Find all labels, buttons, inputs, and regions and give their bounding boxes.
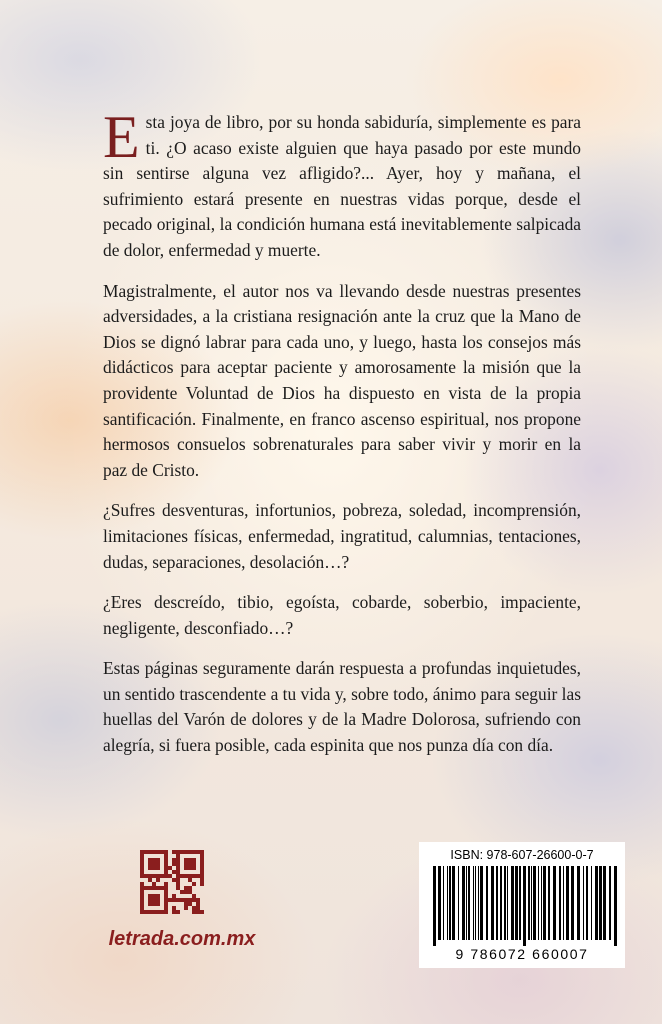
isbn-label: ISBN: 978-607-26600-0-7 [450, 848, 594, 862]
paragraph-2: Magistralmente, el autor nos va llevando desde nuestras presentes adversidades, a la cristiana resignación ante la cruz que la Mano de Dios se dignó labrar para cada uno, y luego, hasta los consejos más didácticos para aceptar paciente y amorosamente la misión que la providente Voluntad de Dios ha dispuesto en vista de la propia santificación. Finalmente, en franco ascenso espiritual, nos propone hermosos consuelos sobrenaturales para saber vivir y morir en la paz de Cristo. [103, 280, 581, 480]
barcode-bar [531, 866, 532, 940]
barcode-bar [447, 866, 448, 940]
barcode-bar [559, 866, 561, 940]
barcode-bar [583, 866, 584, 940]
barcode-bar [486, 866, 488, 940]
paragraph-5: Estas páginas seguramente darán respuesta a profundas inquietudes, un sentido trascendente a tu vida y, sobre todo, ánimo para seguir las huellas del Varón de dolores y de la Madre Dolorosa, sufriendo con alegría, si fuera posible, cada espinita que nos punza día con día. [103, 658, 581, 756]
barcode-bar [541, 866, 542, 940]
barcode-bar [480, 866, 483, 940]
barcode-bar [443, 866, 444, 940]
barcode-bar [449, 866, 451, 940]
barcode-bar [475, 866, 476, 940]
barcode-bar [548, 866, 550, 940]
barcode-bar [473, 866, 474, 940]
barcode-number: 9 786072 660007 [455, 946, 589, 962]
barcode-bar [500, 866, 502, 940]
barcode-bar [458, 866, 459, 940]
barcode-bar [538, 866, 539, 940]
barcode-bar [519, 866, 521, 940]
barcode-bar [614, 866, 617, 946]
barcode-bar [507, 866, 508, 940]
barcode-bar [528, 866, 530, 940]
barcode-bars [429, 866, 619, 946]
barcode-bar [586, 866, 588, 940]
paragraph-1 [103, 104, 581, 264]
barcode-bar [543, 866, 546, 940]
barcode-bar [577, 866, 580, 940]
barcode-bar [462, 866, 465, 940]
barcode-bar [609, 866, 611, 940]
drop-cap: E [103, 104, 140, 170]
barcode-bar [523, 866, 526, 946]
barcode-bar [496, 866, 498, 940]
barcode-bar [491, 866, 494, 940]
barcode-bar [466, 866, 467, 940]
barcode-bar [478, 866, 479, 940]
barcode-bar [504, 866, 506, 940]
paragraph-1-rest: es para ti. ¿O acaso existe alguien que haya pasado por este mundo sin sentirse alguna vez afligido?... Ayer, hoy y mañana, el sufrimiento estará presente en nuestras vidas porque, desde el pecado original, la condición humana está inevitablemente salpicada de dolor, enfermedad y muerte. [103, 112, 581, 260]
barcode-bar [433, 866, 436, 946]
barcode-bar [563, 866, 564, 940]
barcode-bar [591, 866, 592, 940]
barcode-bar [533, 866, 536, 940]
barcode-bar [511, 866, 514, 940]
barcode-bar [571, 866, 574, 940]
publisher-website[interactable]: letrada.com.mx [108, 928, 256, 950]
qr-code-icon[interactable] [140, 850, 204, 914]
paragraph-1-first-line: sta joya de libro, por su honda sabiduría, simplemente [145, 112, 527, 132]
barcode-bar [603, 866, 606, 940]
paragraph-3: ¿Sufres desventuras, infortunios, pobreza, soledad, incomprensión, limitaciones físicas, enfermedad, ingratitud, calumnias, tentaciones, dudas, separaciones, desolación…? [103, 500, 581, 572]
barcode-bar [452, 866, 455, 940]
barcode-bar [468, 866, 470, 940]
barcode-bar [438, 866, 441, 940]
barcode-bar [515, 866, 518, 940]
barcode-bar [553, 866, 556, 940]
barcode-bar [595, 866, 598, 940]
isbn-barcode [419, 842, 625, 968]
barcode-bar [566, 866, 569, 940]
paragraph-4: ¿Eres descreído, tibio, egoísta, cobarde, soberbio, impaciente, negligente, desconfiado…? [103, 592, 581, 638]
back-cover-text [103, 104, 581, 774]
barcode-bar [599, 866, 602, 940]
